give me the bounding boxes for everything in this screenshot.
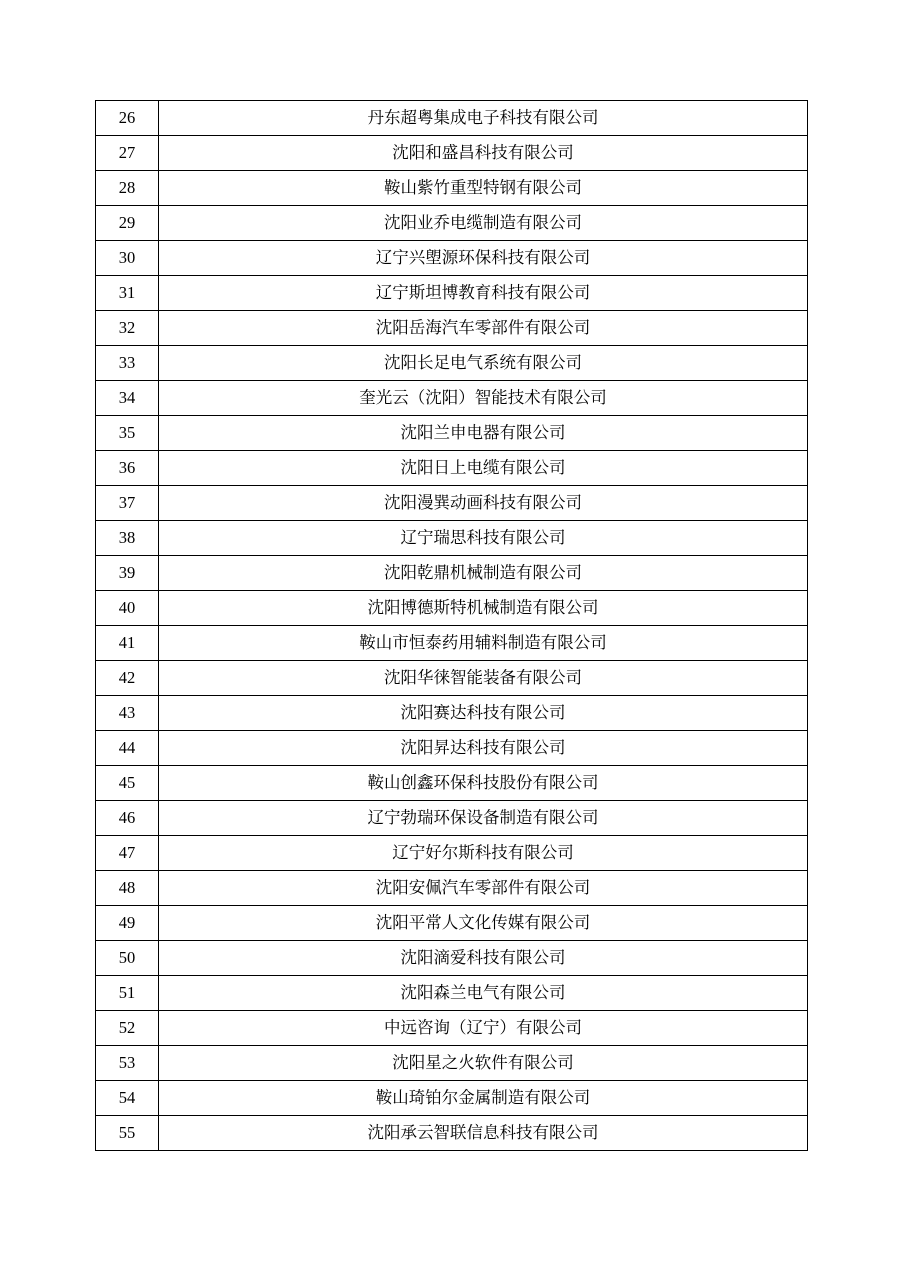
company-name-cell: 沈阳滴爱科技有限公司	[159, 941, 808, 976]
table-row	[96, 346, 808, 381]
table-row	[96, 276, 808, 311]
company-name-cell: 沈阳森兰电气有限公司	[159, 976, 808, 1011]
row-index-cell: 26	[96, 101, 159, 136]
company-name-cell: 沈阳乾鼎机械制造有限公司	[159, 556, 808, 591]
company-name-cell: 沈阳漫巽动画科技有限公司	[159, 486, 808, 521]
row-index-cell: 30	[96, 241, 159, 276]
company-name-cell: 辽宁瑞思科技有限公司	[159, 521, 808, 556]
table-row	[96, 486, 808, 521]
row-index-cell: 46	[96, 801, 159, 836]
company-name-cell: 沈阳华徕智能装备有限公司	[159, 661, 808, 696]
table-row	[96, 626, 808, 661]
table-row	[96, 766, 808, 801]
row-index-cell: 33	[96, 346, 159, 381]
company-name-cell: 沈阳星之火软件有限公司	[159, 1046, 808, 1081]
table-row	[96, 206, 808, 241]
company-name-cell: 中远咨询（辽宁）有限公司	[159, 1011, 808, 1046]
company-name-cell: 沈阳业乔电缆制造有限公司	[159, 206, 808, 241]
company-name-cell: 鞍山紫竹重型特钢有限公司	[159, 171, 808, 206]
row-index-cell: 37	[96, 486, 159, 521]
table-row	[96, 941, 808, 976]
row-index-cell: 31	[96, 276, 159, 311]
company-name-cell: 沈阳兰申电器有限公司	[159, 416, 808, 451]
table-row	[96, 381, 808, 416]
row-index-cell: 52	[96, 1011, 159, 1046]
row-index-cell: 27	[96, 136, 159, 171]
company-name-cell: 辽宁勃瑞环保设备制造有限公司	[159, 801, 808, 836]
company-name-cell: 辽宁兴塱源环保科技有限公司	[159, 241, 808, 276]
row-index-cell: 38	[96, 521, 159, 556]
table-row	[96, 976, 808, 1011]
row-index-cell: 44	[96, 731, 159, 766]
table-row	[96, 1116, 808, 1151]
row-index-cell: 45	[96, 766, 159, 801]
company-list-table	[95, 100, 808, 1151]
table-body	[96, 101, 808, 1151]
table-row	[96, 241, 808, 276]
table-row	[96, 801, 808, 836]
company-name-cell: 鞍山市恒泰药用辅料制造有限公司	[159, 626, 808, 661]
row-index-cell: 48	[96, 871, 159, 906]
row-index-cell: 53	[96, 1046, 159, 1081]
company-name-cell: 沈阳和盛昌科技有限公司	[159, 136, 808, 171]
row-index-cell: 32	[96, 311, 159, 346]
table-row	[96, 556, 808, 591]
table-row	[96, 591, 808, 626]
table-row	[96, 136, 808, 171]
table-row	[96, 696, 808, 731]
company-name-cell: 辽宁好尔斯科技有限公司	[159, 836, 808, 871]
table-row	[96, 1081, 808, 1116]
row-index-cell: 51	[96, 976, 159, 1011]
row-index-cell: 39	[96, 556, 159, 591]
row-index-cell: 49	[96, 906, 159, 941]
row-index-cell: 41	[96, 626, 159, 661]
table-row	[96, 871, 808, 906]
row-index-cell: 55	[96, 1116, 159, 1151]
row-index-cell: 35	[96, 416, 159, 451]
row-index-cell: 29	[96, 206, 159, 241]
table-row	[96, 731, 808, 766]
company-name-cell: 沈阳博德斯特机械制造有限公司	[159, 591, 808, 626]
table-row	[96, 416, 808, 451]
table-row	[96, 1046, 808, 1081]
row-index-cell: 54	[96, 1081, 159, 1116]
row-index-cell: 36	[96, 451, 159, 486]
company-name-cell: 沈阳平常人文化传媒有限公司	[159, 906, 808, 941]
table-row	[96, 101, 808, 136]
company-name-cell: 沈阳赛达科技有限公司	[159, 696, 808, 731]
company-name-cell: 沈阳承云智联信息科技有限公司	[159, 1116, 808, 1151]
table-row	[96, 1011, 808, 1046]
row-index-cell: 40	[96, 591, 159, 626]
company-name-cell: 鞍山创鑫环保科技股份有限公司	[159, 766, 808, 801]
table-row	[96, 661, 808, 696]
row-index-cell: 28	[96, 171, 159, 206]
table-row	[96, 451, 808, 486]
row-index-cell: 34	[96, 381, 159, 416]
table-row	[96, 906, 808, 941]
company-name-cell: 沈阳安佩汽车零部件有限公司	[159, 871, 808, 906]
row-index-cell: 42	[96, 661, 159, 696]
company-name-cell: 辽宁斯坦博教育科技有限公司	[159, 276, 808, 311]
company-name-cell: 沈阳岳海汽车零部件有限公司	[159, 311, 808, 346]
company-name-cell: 奎光云（沈阳）智能技术有限公司	[159, 381, 808, 416]
company-name-cell: 沈阳日上电缆有限公司	[159, 451, 808, 486]
company-name-cell: 鞍山琦铂尔金属制造有限公司	[159, 1081, 808, 1116]
company-name-cell: 沈阳长足电气系统有限公司	[159, 346, 808, 381]
row-index-cell: 50	[96, 941, 159, 976]
table-row	[96, 836, 808, 871]
table-row	[96, 311, 808, 346]
company-name-cell: 沈阳昇达科技有限公司	[159, 731, 808, 766]
table-row	[96, 171, 808, 206]
company-name-cell: 丹东超粤集成电子科技有限公司	[159, 101, 808, 136]
table-row	[96, 521, 808, 556]
row-index-cell: 43	[96, 696, 159, 731]
row-index-cell: 47	[96, 836, 159, 871]
